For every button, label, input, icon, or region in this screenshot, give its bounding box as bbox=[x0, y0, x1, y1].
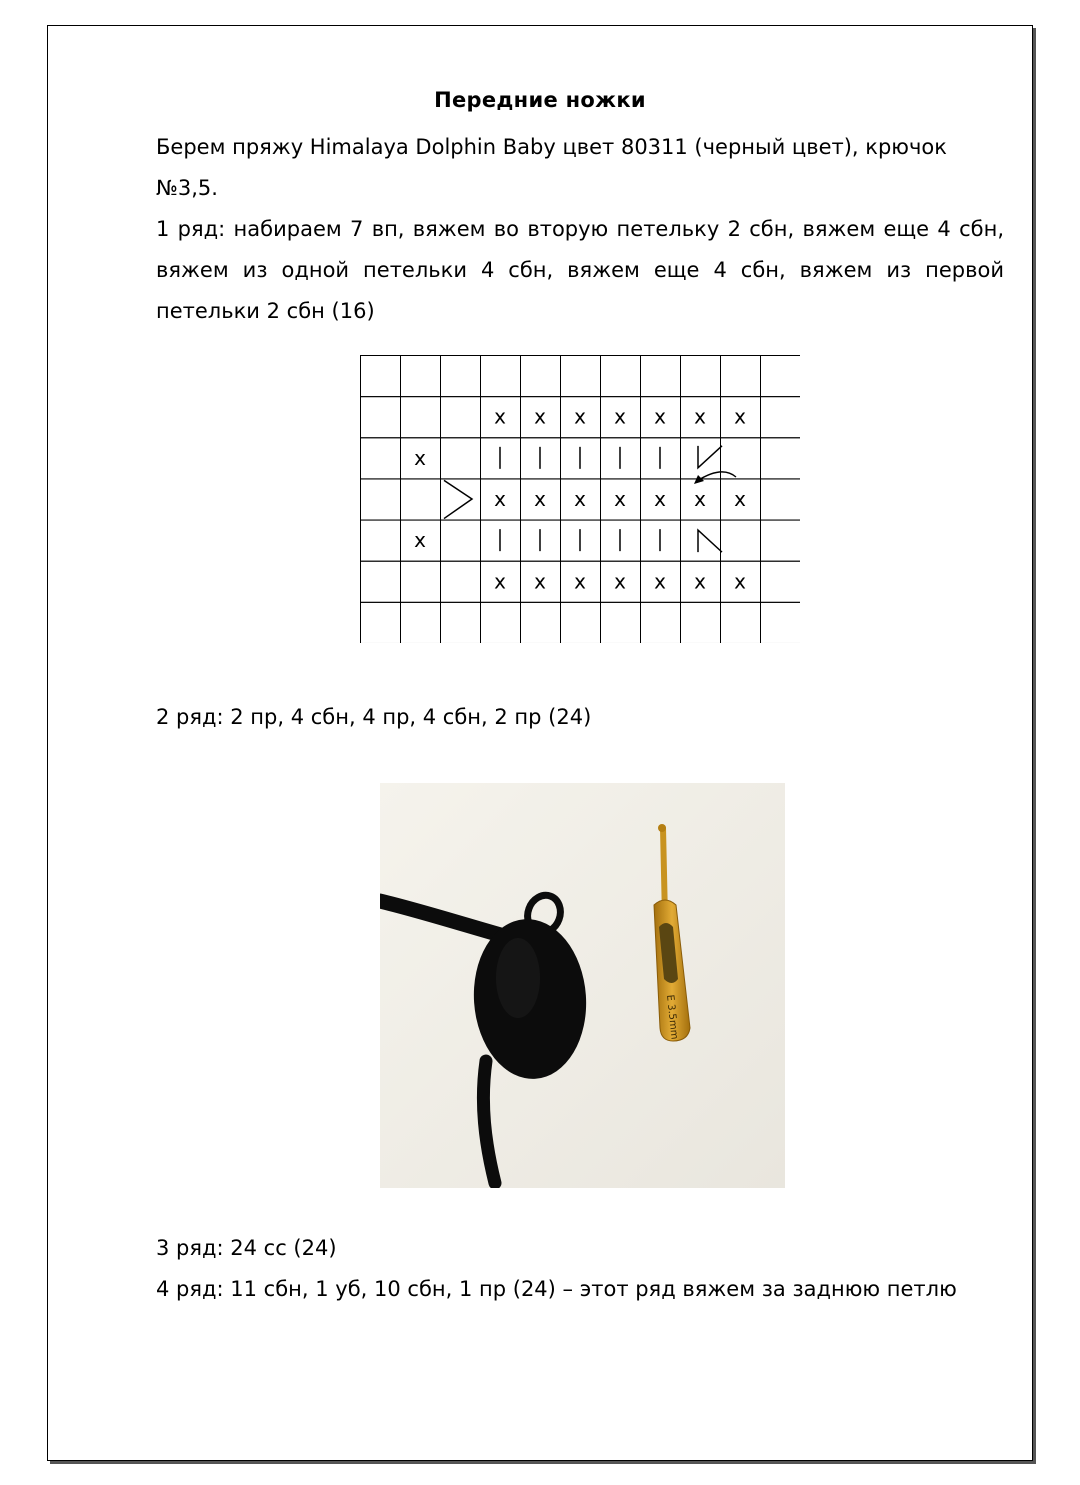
chart-cell bbox=[401, 397, 441, 438]
chart-symbol-x: x bbox=[614, 404, 626, 429]
chart-cell bbox=[721, 356, 761, 397]
chart-cell bbox=[641, 602, 681, 643]
chart-cell bbox=[361, 520, 401, 561]
chart-symbol-x: x bbox=[694, 486, 706, 511]
chart-cell bbox=[361, 356, 401, 397]
chart-cell bbox=[441, 561, 481, 602]
chart-cell bbox=[521, 356, 561, 397]
chart-cell bbox=[721, 602, 761, 643]
chart-cell bbox=[441, 356, 481, 397]
chart-symbol-increase bbox=[698, 530, 722, 552]
yarn-photo bbox=[380, 783, 785, 1188]
chart-cell bbox=[641, 356, 681, 397]
chart-symbol-x: x bbox=[734, 569, 746, 594]
chart-cell bbox=[441, 520, 481, 561]
chart-cell bbox=[441, 438, 481, 479]
chart-cell bbox=[761, 438, 801, 479]
chart-symbol-x: x bbox=[494, 404, 506, 429]
chart-cell bbox=[361, 479, 401, 520]
chart-cell bbox=[441, 397, 481, 438]
chart-cell bbox=[761, 602, 801, 643]
chart-symbol-increase bbox=[698, 446, 722, 468]
chart-cell bbox=[441, 479, 481, 520]
row3-paragraph: 3 ряд: 24 сс (24) bbox=[156, 1236, 337, 1260]
chart-symbol-x: x bbox=[654, 404, 666, 429]
chart-symbol-x: x bbox=[414, 528, 426, 553]
row2-paragraph: 2 ряд: 2 пр, 4 сбн, 4 пр, 4 сбн, 2 пр (24) bbox=[156, 705, 592, 729]
chart-cell bbox=[561, 356, 601, 397]
chart-symbol-x: x bbox=[694, 404, 706, 429]
chart-symbol-x: x bbox=[654, 569, 666, 594]
chart-symbol-x: x bbox=[734, 486, 746, 511]
chart-symbol-x: x bbox=[574, 404, 586, 429]
crochet-chart bbox=[360, 355, 800, 643]
chart-symbol-x: x bbox=[734, 404, 746, 429]
chart-cell bbox=[761, 356, 801, 397]
row4-paragraph: 4 ряд: 11 сбн, 1 уб, 10 сбн, 1 пр (24) – этот ряд вяжем за заднюю петлю bbox=[156, 1277, 957, 1301]
chart-arrowhead bbox=[694, 475, 704, 484]
chart-symbols bbox=[414, 405, 746, 594]
chart-symbol-x: x bbox=[574, 486, 586, 511]
chart-cell bbox=[681, 602, 721, 643]
yarn-paragraph: Берем пряжу Himalaya Dolphin Baby цвет 80311 (черный цвет), крючок №3,5. bbox=[156, 135, 947, 200]
chart-symbol-x: x bbox=[494, 486, 506, 511]
chart-cell bbox=[481, 602, 521, 643]
chart-cell bbox=[601, 602, 641, 643]
chart-cell bbox=[761, 561, 801, 602]
chart-cell bbox=[521, 602, 561, 643]
chart-cell bbox=[481, 356, 521, 397]
chart-symbol-x: x bbox=[414, 445, 426, 470]
chart-cell bbox=[401, 602, 441, 643]
chart-symbol-x: x bbox=[494, 569, 506, 594]
chart-cell bbox=[361, 602, 401, 643]
chart-cell bbox=[361, 561, 401, 602]
hook-label: E 3.5mm bbox=[664, 994, 680, 1040]
row1-paragraph: 1 ряд: набираем 7 вп, вяжем во вторую петельку 2 сбн, вяжем еще 4 сбн, вяжем из одной петельки 4 сбн, вяжем еще 4 сбн, вяжем из первой петельки 2 сбн (16) bbox=[156, 217, 1004, 323]
chart-cell bbox=[721, 520, 761, 561]
chart-cell bbox=[401, 561, 441, 602]
chart-arrow bbox=[697, 472, 736, 481]
chart-cell bbox=[401, 479, 441, 520]
chart-cell bbox=[761, 479, 801, 520]
chart-cell bbox=[681, 520, 721, 561]
chart-cell bbox=[601, 356, 641, 397]
chart-symbol-x: x bbox=[654, 486, 666, 511]
chart-symbol-x: x bbox=[614, 486, 626, 511]
hook-tip bbox=[658, 824, 666, 832]
chart-cell bbox=[361, 438, 401, 479]
chart-symbol-x: x bbox=[534, 486, 546, 511]
chart-symbol-x: x bbox=[534, 404, 546, 429]
chart-symbol-x: x bbox=[534, 569, 546, 594]
chart-symbol-x: x bbox=[614, 569, 626, 594]
chart-cell bbox=[561, 602, 601, 643]
chart-cell bbox=[441, 602, 481, 643]
chart-cell bbox=[361, 397, 401, 438]
chart-cell bbox=[681, 356, 721, 397]
chart-symbol-x: x bbox=[574, 569, 586, 594]
chart-symbol-chevron bbox=[444, 480, 472, 518]
chart-symbol-x: x bbox=[694, 569, 706, 594]
chart-cell bbox=[401, 356, 441, 397]
page-title: Передние ножки bbox=[434, 88, 646, 112]
chart-cell bbox=[761, 520, 801, 561]
chart-cell bbox=[761, 397, 801, 438]
